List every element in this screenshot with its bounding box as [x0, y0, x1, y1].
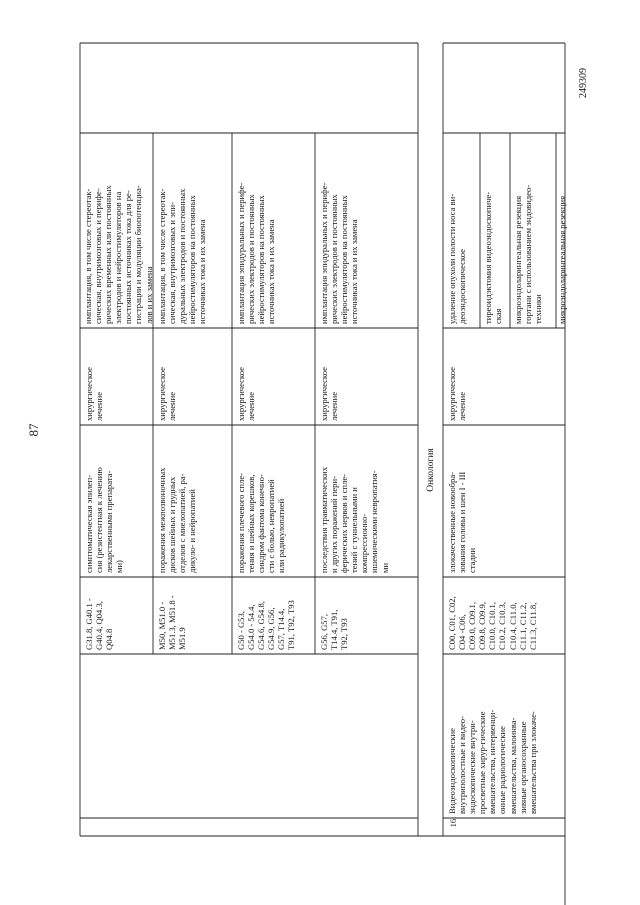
document-number: 249309	[578, 68, 589, 98]
row16-codes: C00, C01, C02, C04 -C06, C09.0, C09.1, C09.8, C09.9, C10.0, C10.1, C10.2, C10.3, C10.4, C11.0, C11.1, C11.2, C11.3, C11.8,	[447, 596, 538, 650]
row3-treatment: хирургическое лечение	[236, 367, 257, 421]
row1-method: имплантация, в том числе стереотак- сическая, внутримозговых и перифе- рических временных или постоянных электродов и нейростимуляторов на постоянных источниках тока для ре- гистрации и модуляции биопотенциа- лов и их замена	[83, 185, 154, 324]
row2-codes: M50, M51.0 - M51.3, M51.8 - M51.9	[157, 595, 188, 650]
row4-method: имплантация эпидуральных и перифе- рических электродов и постоянных нейростимуляторов на постоянных источниках тока и их замена	[319, 182, 360, 324]
row16-method-4: микроэндоларингеальная резекция	[557, 195, 567, 324]
row1-codes: G31.8, G40.1 - G40.4, Q04.3, Q04.8	[84, 598, 115, 650]
row1-treatment: хирургическое лечение	[84, 367, 105, 421]
row4-disease: последствия травматических и других поражений пери- ферических нервов и сплe- тений с туннельными и компрессионно- ишемическими невропатия- ми	[319, 466, 390, 573]
row16-number: 16.	[448, 816, 458, 828]
row3-method: имплантация эпидуральных и перифе- рических электродов и постоянных нейростимуляторов на постоянных источниках тока и их замена	[236, 182, 277, 324]
row16-method-1: удаление опухоли полости носа ви- деоэндоскопическое	[447, 193, 468, 324]
row16-treatment: хирургическое лечение	[447, 367, 468, 421]
page-number: 87	[26, 423, 41, 437]
row2-method: имплантация, в том числе стереотак- сическая, внутримозговых и эпи- дуральных электродов и постоянных нейростимуляторов на постоянных источниках тока и их замена	[157, 188, 208, 324]
row4-codes: G56, G57, T14.4, T91, T92, T93	[319, 609, 350, 650]
row16-disease: злокачественные новообра- зования головы и шеи I - III стадии	[447, 471, 478, 573]
row2-treatment: хирургическое лечение	[157, 367, 178, 421]
row16-method-3: микроэндоларингеальная резекция гортани с использованием эндовидео- техники	[513, 184, 544, 324]
section-heading: Онкология	[426, 448, 436, 492]
row16-name: Видеоэндоскопические внутриполостные и видео- эндоскопические внутри- просветные хирур-гические вмешательства, интервенци- онные радиологические вмешательства, малоинва- зивные органосохранные вмешательства при злокаче-	[447, 709, 538, 814]
row3-disease: поражения плечевого спле- тения и шейных корешков, синдром фантома конечно- сти с болью, невропатией или радикулопатией	[236, 473, 287, 573]
row1-disease: симптоматическая эпилеп- сия (резистентная к лечению лекарственными препарата- ми)	[84, 467, 125, 573]
row2-disease: поражения межпозвоночных дисков шейных и грудных отделов с миелопатией, ра- дикуло- и нейропатией	[157, 467, 198, 573]
row4-treatment: хирургическое лечение	[319, 367, 340, 421]
row16-method-2: тиреоидэктомия видеоэндоскопиче- ская	[483, 191, 504, 324]
row3-codes: G50 - G53, G54.0 - 54.4, G54.6, G54.8, G54.9, G56, G57, T14.4, T91, T92, T93	[236, 600, 297, 650]
